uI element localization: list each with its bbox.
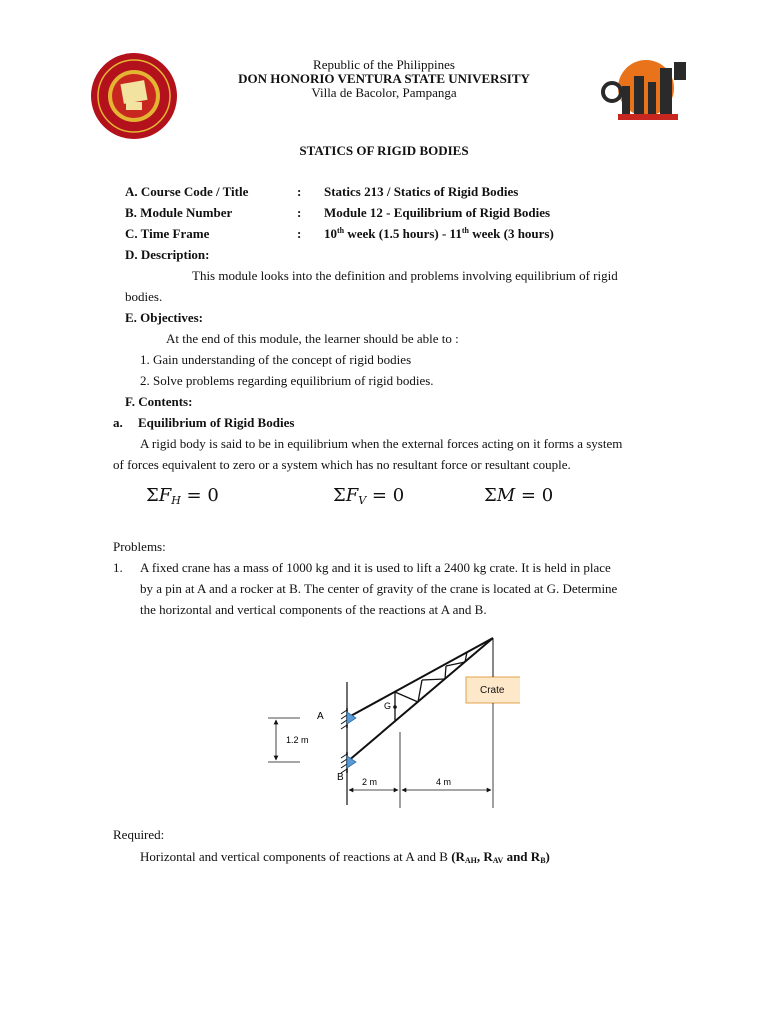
wall-hatching	[341, 708, 347, 773]
problems-heading: Problems:	[113, 539, 166, 554]
objectives-heading: E. Objectives:	[125, 310, 203, 325]
description-line-2: bodies.	[125, 289, 163, 304]
contents-heading: F. Contents:	[125, 394, 193, 409]
info-value: 10th week (1.5 hours) - 11th week (3 hours)	[324, 226, 554, 241]
problem-line-2: by a pin at A and a rocker at B. The center of gravity of the crane is located at G. Determine	[140, 581, 618, 596]
info-value: Module 12 - Equilibrium of Rigid Bodies	[324, 205, 551, 220]
label-b: B	[337, 772, 344, 783]
label-g: G	[384, 701, 392, 711]
description-line-1: This module looks into the definition and problems involving equilibrium of rigid	[192, 268, 618, 283]
center-of-gravity-marker	[393, 705, 397, 709]
contents-line-2: of forces equivalent to zero or a system which has no resultant force or resultant couple.	[113, 457, 571, 472]
crane-diagram	[260, 630, 520, 820]
info-label: A. Course Code / Title	[125, 184, 249, 199]
dim-4m-label: 4 m	[436, 777, 452, 787]
contents-sub-heading: Equilibrium of Rigid Bodies	[138, 415, 295, 430]
description-heading: D. Description:	[125, 247, 210, 262]
info-label: C. Time Frame	[125, 226, 210, 241]
equation-sum-m: ΣM = 0	[484, 485, 554, 506]
republic-line: Republic of the Philippines	[313, 57, 455, 72]
page-title: STATICS OF RIGID BODIES	[299, 143, 469, 158]
objectives-intro: At the end of this module, the learner should be able to :	[166, 331, 459, 346]
university-address: Villa de Bacolor, Pampanga	[311, 85, 457, 100]
contents-line-1: A rigid body is said to be in equilibrium when the external forces acting on it forms a system	[140, 436, 623, 451]
objective-item: 1. Gain understanding of the concept of rigid bodies	[140, 352, 412, 367]
info-value: Statics 213 / Statics of Rigid Bodies	[324, 184, 519, 199]
info-colon: :	[297, 205, 302, 220]
contents-sub-letter: a.	[113, 415, 123, 430]
crate-label: Crate	[480, 685, 505, 696]
label-a: A	[317, 711, 324, 722]
objective-item: 2. Solve problems regarding equilibrium of rigid bodies.	[140, 373, 434, 388]
problem-line-1: A fixed crane has a mass of 1000 kg and it is used to lift a 2400 kg crate. It is held in place	[140, 560, 611, 575]
info-colon: :	[297, 184, 302, 199]
problem-line-3: the horizontal and vertical components of the reactions at A and B.	[140, 602, 487, 617]
equation-sum-fv: $\Sigma F_V = 0$	[333, 485, 405, 507]
dim-2m-label: 2 m	[362, 777, 378, 787]
info-colon: :	[297, 226, 302, 241]
info-label: B. Module Number	[125, 205, 233, 220]
required-heading: Required:	[113, 827, 165, 842]
required-text: Horizontal and vertical components of reactions at A and B ($R_{AH}$, $R_{AV}$ and $R_B$)	[140, 849, 550, 865]
university-name: DON HONORIO VENTURA STATE UNIVERSITY	[238, 71, 530, 86]
equation-sum-fh: $\Sigma F_H = 0$	[146, 485, 219, 507]
dim-height-label: 1.2 m	[286, 735, 309, 745]
problem-number: 1.	[113, 560, 123, 575]
